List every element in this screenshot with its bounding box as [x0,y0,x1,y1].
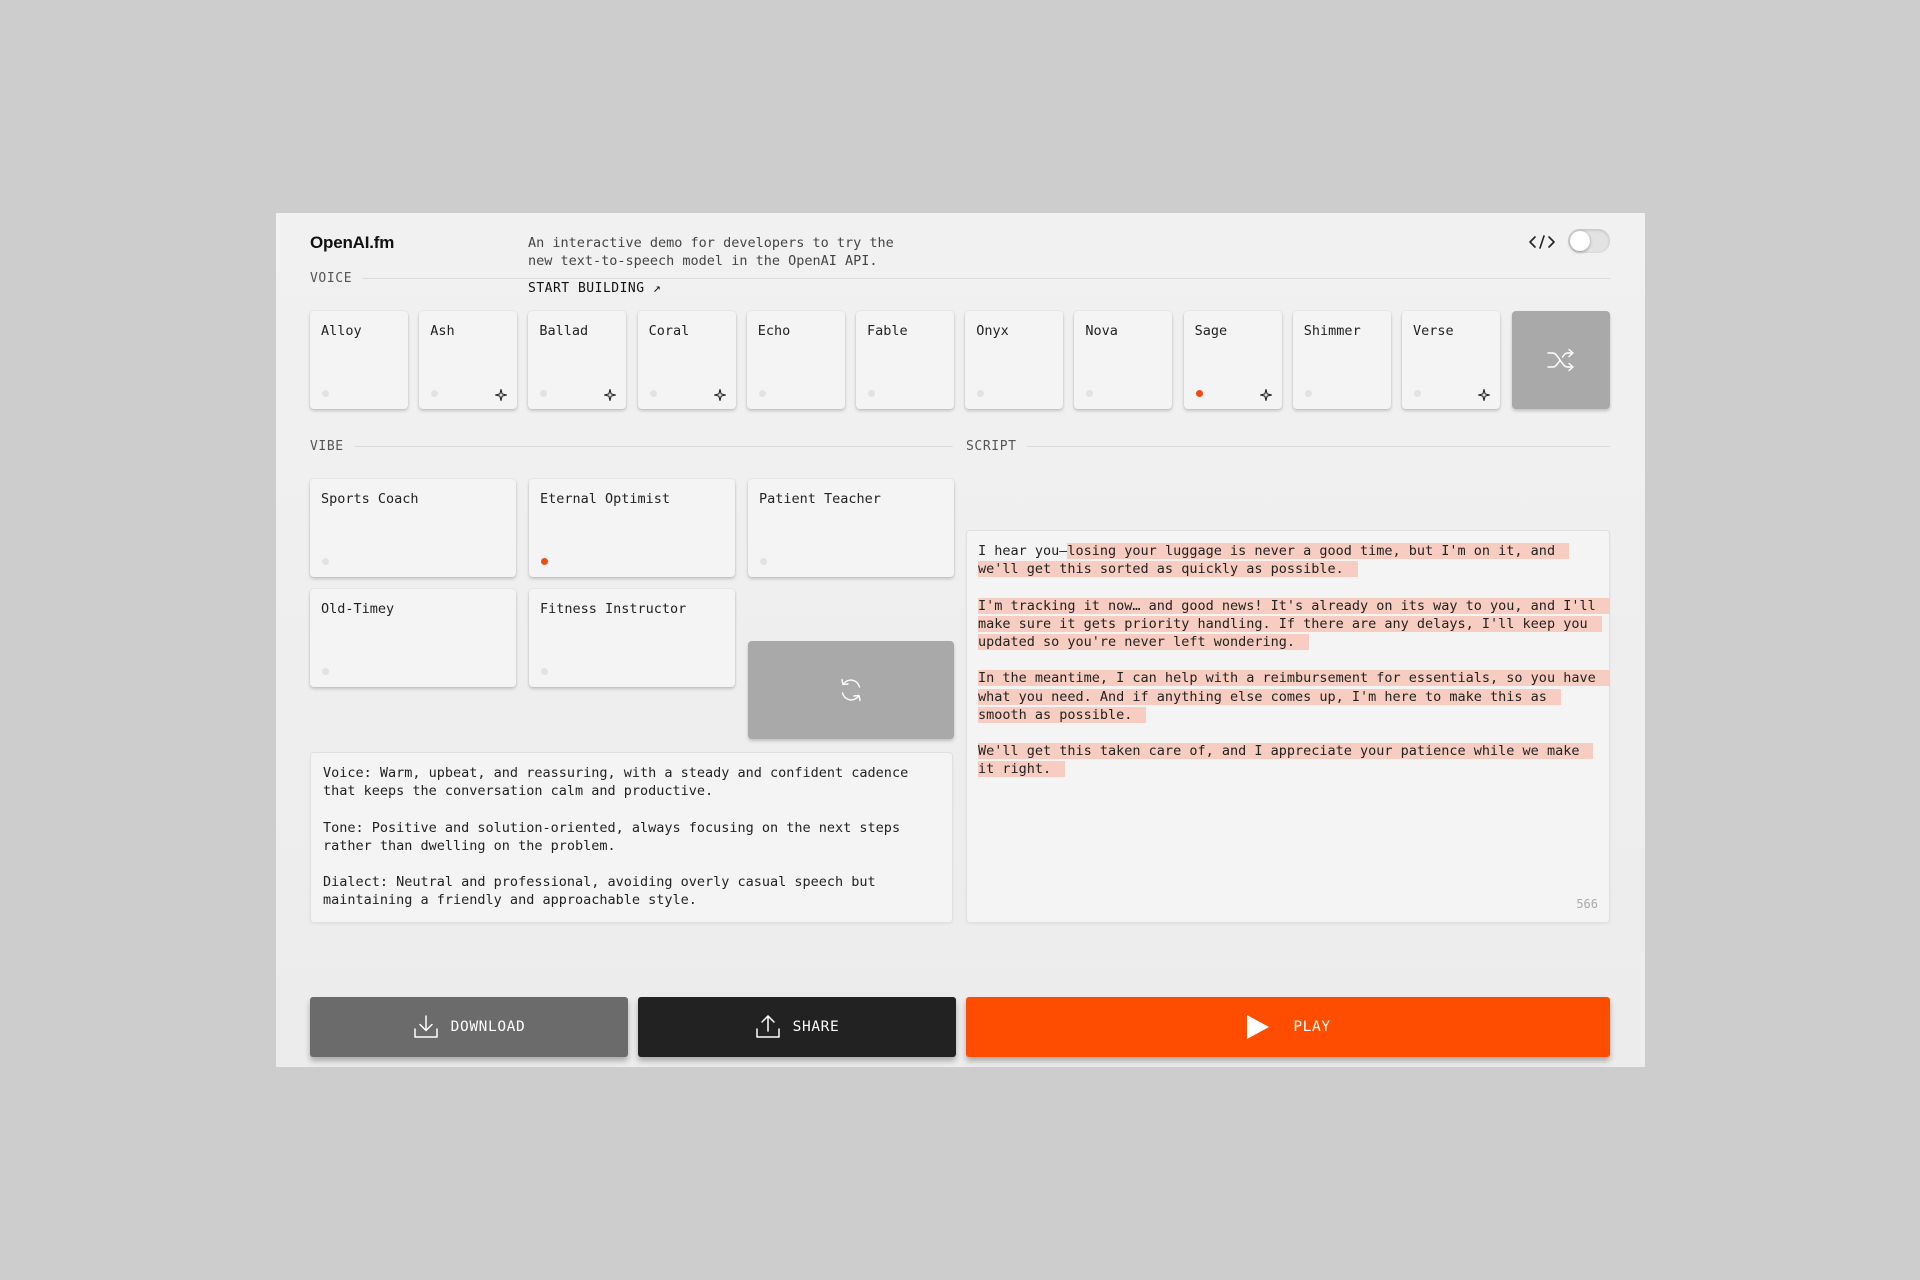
script-section-header [966,439,1610,454]
selection-indicator [322,558,329,565]
shuffle-icon [1546,348,1576,372]
shuffle-voice-button[interactable] [1512,311,1610,409]
voice-option-label: Alloy [321,323,362,339]
voice-option-coral[interactable] [638,311,736,409]
voice-option-shimmer[interactable] [1293,311,1391,409]
voice-option-label: Ballad [539,323,589,339]
highlighted-text: losing your luggage is never a good time, but I'm on it, and we'll get this sorted as quickly as possible. [978,543,1569,577]
voice-option-verse[interactable] [1402,311,1500,409]
voice-option-alloy[interactable] [310,311,408,409]
dev-mode-toggle[interactable] [1568,229,1610,253]
selection-indicator [541,668,548,675]
voice-option-label: Verse [1413,323,1454,339]
download-icon [413,1014,439,1040]
app-window [276,213,1645,1067]
start-building-link[interactable]: START BUILDING ↗ [528,281,662,296]
highlighted-text: I'm tracking it now… and good news! It's already on its way to you, and I'll make sure it gets priority handling. If there are any delays, I'll keep you updated so you're never left wondering. [978,598,1610,650]
vibe-label: VIBE [310,439,344,454]
vibe-option-label: Sports Coach [321,491,419,507]
divider [362,278,1610,279]
vibe-option-fitness-instructor[interactable] [529,589,735,687]
voice-option-label: Shimmer [1303,323,1361,339]
highlighted-text: In the meantime, I can help with a reimbursement for essentials, so you have what you need. And if anything else comes up, I'm here to make this as smooth as possible. [978,670,1610,722]
script-textarea[interactable] [966,530,1610,923]
vibe-option-patient-teacher[interactable] [748,479,954,577]
selection-indicator [1414,390,1421,397]
vibe-option-label: Eternal Optimist [540,491,671,507]
selection-indicator [1196,390,1203,397]
refresh-vibes-button[interactable] [748,641,954,739]
script-paragraph [978,542,1598,578]
selection-indicator [759,390,766,397]
code-icon[interactable] [1527,232,1557,252]
selection-indicator [322,668,329,675]
vibe-description-textarea[interactable]: Voice: Warm, upbeat, and reassuring, with a steady and confident cadence that keeps the conversation calm and productive. Tone: Positive and solution-oriented, always focusing on the next steps rather than dwelling on the problem. Dialect: Neutral and professional, avoiding overly casual speech but maintaining a friendly and approachable style. [310,752,953,923]
voice-option-label: Coral [648,323,690,339]
voice-option-echo[interactable] [747,311,845,409]
voice-label: VOICE [310,271,353,286]
selection-indicator [1086,390,1093,397]
voice-option-label: Fable [867,323,908,339]
voice-option-label: Sage [1194,323,1228,339]
vibe-option-eternal-optimist[interactable] [529,479,735,577]
play-button[interactable] [966,997,1610,1057]
download-label: DOWNLOAD [450,1019,526,1035]
highlighted-text: We'll get this taken care of, and I appreciate your patience while we make it right. [978,743,1593,777]
voice-section-header [310,271,1610,286]
divider [354,446,953,447]
selection-indicator [650,390,657,397]
refresh-icon [837,676,865,704]
voice-option-fable[interactable] [856,311,954,409]
voice-option-label: Echo [757,323,791,339]
vibe-option-label: Patient Teacher [759,491,881,507]
share-icon [755,1014,781,1040]
selection-indicator [541,558,548,565]
selection-indicator [431,390,438,397]
voice-option-onyx[interactable] [965,311,1063,409]
script-paragraph [978,669,1598,724]
vibe-section-header [310,439,953,454]
play-label: PLAY [1293,1019,1331,1035]
sparkle-icon [495,388,507,400]
play-icon [1245,1014,1271,1040]
tagline: An interactive demo for developers to try the new text-to-speech model in the OpenAI API. [528,235,894,269]
selection-indicator [977,390,984,397]
voice-option-sage[interactable] [1184,311,1282,409]
selection-indicator [540,390,547,397]
sparkle-icon [714,388,726,400]
divider [1027,446,1610,447]
voice-option-label: Onyx [976,323,1009,339]
voice-option-label: Ash [430,323,455,339]
script-prefix: I hear you— [978,543,1068,559]
share-button[interactable] [638,997,956,1057]
selection-indicator [868,390,875,397]
toggle-knob [1570,231,1590,251]
selection-indicator [760,558,767,565]
sparkle-icon [604,388,616,400]
vibe-option-label: Old-Timey [321,601,395,617]
selection-indicator [322,390,329,397]
logo[interactable]: OpenAI.fm [310,233,395,252]
script-paragraph [978,597,1598,652]
vibe-option-old-timey[interactable] [310,589,516,687]
sparkle-icon [1478,388,1490,400]
download-button[interactable] [310,997,628,1057]
voice-option-ballad[interactable] [528,311,626,409]
script-label: SCRIPT [966,439,1017,454]
voice-option-label: Nova [1085,323,1118,339]
sparkle-icon [1260,388,1272,400]
script-paragraph [978,742,1598,778]
character-count: 566 [1576,896,1598,911]
selection-indicator [1305,390,1312,397]
vibe-option-label: Fitness Instructor [540,601,687,617]
voice-option-ash[interactable] [419,311,517,409]
voice-option-nova[interactable] [1074,311,1172,409]
share-label: SHARE [792,1019,840,1035]
vibe-option-sports-coach[interactable] [310,479,516,577]
